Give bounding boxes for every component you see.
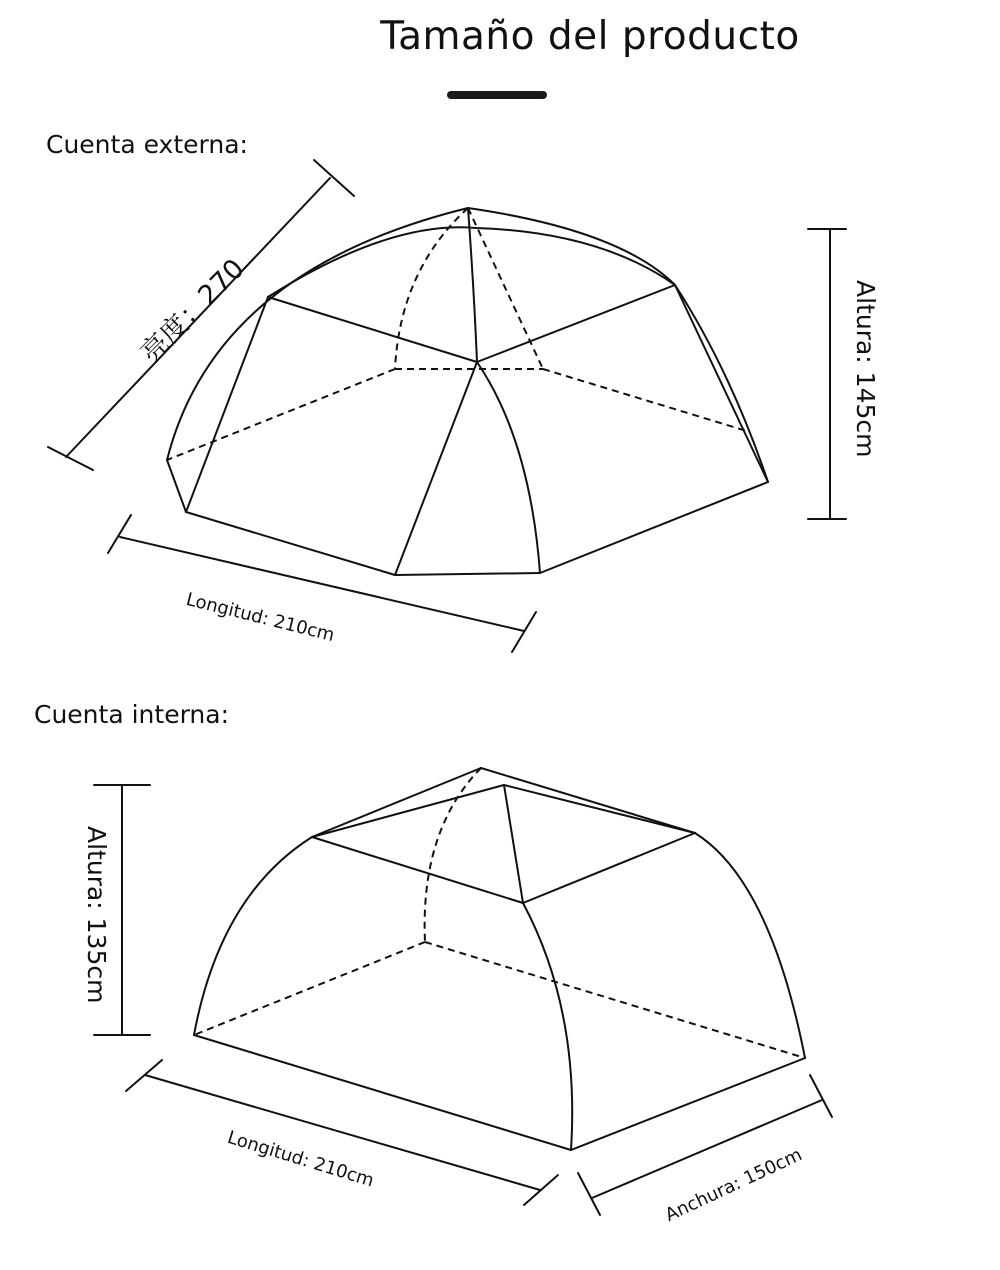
outer-width-label: 亮度：270	[134, 253, 251, 369]
outer-height-label: Altura: 145cm	[851, 280, 880, 458]
inner-width-label: Anchura: 150cm	[662, 1144, 806, 1227]
inner-height-label: Altura: 135cm	[82, 826, 111, 1004]
outer-dimension-lines	[48, 160, 846, 652]
inner-dimension-lines	[94, 785, 832, 1215]
inner-tent-drawing	[194, 768, 805, 1150]
inner-length-label: Longitud: 210cm	[224, 1127, 377, 1192]
page-title: Tamaño del producto	[380, 14, 800, 59]
outer-length-label: Longitud: 210cm	[183, 589, 337, 647]
outer-tent-label: Cuenta externa:	[46, 130, 248, 159]
inner-tent-label: Cuenta interna:	[34, 700, 229, 729]
outer-tent-drawing	[167, 208, 768, 575]
